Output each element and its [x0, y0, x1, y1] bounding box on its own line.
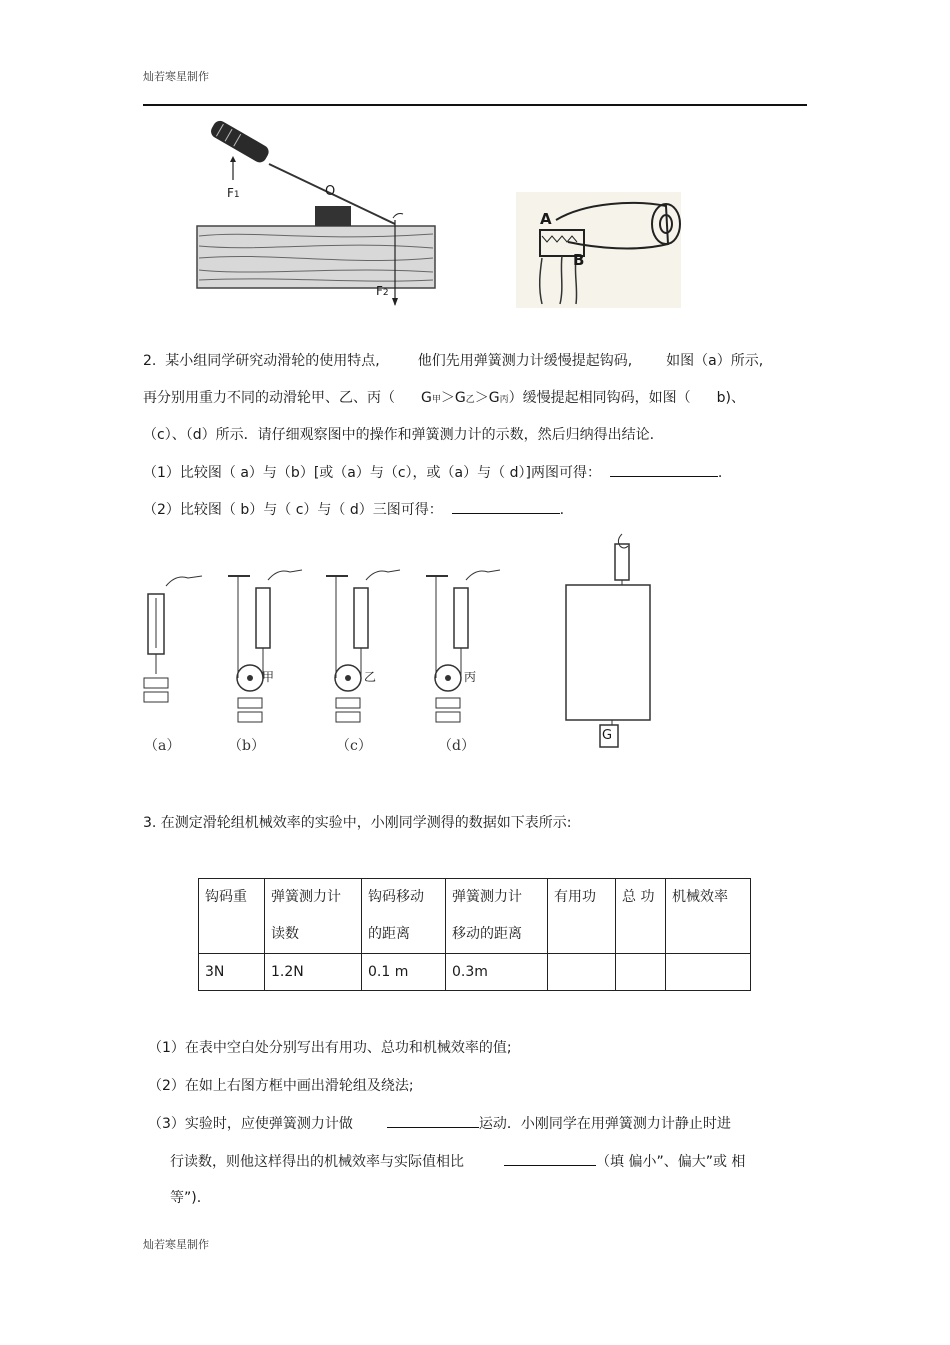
setup-a: [144, 576, 202, 702]
setup-c: [326, 570, 400, 722]
pulley-figure: [140, 528, 670, 756]
q2-line1: 2. 某小组同学研究动滑轮的使用特点, 他们先用弹簧测力计缓慢提起钩码, 如图（a）所示,: [143, 353, 764, 369]
lever-figure: [195, 120, 440, 310]
label-b: B: [573, 251, 585, 269]
caption-d: （d）: [438, 738, 475, 754]
pulley-label-yi: 乙: [364, 670, 377, 684]
header-cell: 弹簧测力计 移动的距离: [446, 879, 548, 954]
setup-d: [426, 570, 500, 722]
label-f1: F1: [227, 186, 240, 200]
label-a: A: [540, 210, 552, 228]
header-cell: 弹簧测力计 读数: [265, 879, 362, 954]
header-cell: 机械效率: [666, 879, 751, 954]
data-table: [198, 878, 751, 991]
table-header-row: [199, 879, 751, 954]
useful-work-cell[interactable]: [548, 954, 616, 991]
total-work-cell[interactable]: [616, 954, 666, 991]
q2-line3: （c）、（d）所示．请仔细观察图中的操作和弹簧测力计的示数，然后归纳得出结论.: [143, 427, 655, 443]
answer-blank-1[interactable]: [610, 462, 718, 477]
q3-item3-cont: 行读数，则他这样得出的机械效率与实际值相比 （填 偏小”、偏大”或 相: [170, 1151, 745, 1172]
q2-sub1: （1）比较图（ a）与（b）[或（a）与（c），或（a）与（ d）]两图可得： .: [143, 462, 722, 483]
pulley-label-jia: 甲: [262, 670, 275, 684]
q3-item3: （3）实验时，应使弹簧测力计做 运动．小刚同学在用弹簧测力计静止时进: [148, 1113, 731, 1134]
caption-a: （a）: [144, 738, 181, 754]
header-maker: 灿若寒星制作: [143, 70, 209, 83]
header-cell: 总 功: [616, 879, 666, 954]
setup-b: [228, 570, 302, 722]
header-rule: [143, 104, 807, 106]
q3-intro: 3. 在测定滑轮组机械效率的实验中，小刚同学测得的数据如下表所示:: [143, 815, 572, 831]
q2-line2: 再分别用重力不同的动滑轮甲、乙、丙（ G甲＞G乙＞G丙）缓慢提起相同钩码，如图（ b)、: [143, 390, 745, 406]
footer-maker: 灿若寒星制作: [143, 1238, 209, 1251]
table-cell: 1.2N: [265, 954, 362, 991]
table-cell: 0.3m: [446, 954, 548, 991]
box-weight-label: G: [602, 728, 613, 743]
table-cell: 3N: [199, 954, 265, 991]
q3-item2: （2）在如上右图方框中画出滑轮组及绕法;: [148, 1078, 414, 1094]
answer-blank-2[interactable]: [452, 499, 560, 514]
caption-b: （b）: [228, 738, 265, 754]
header-cell: 有用功: [548, 879, 616, 954]
label-o: O: [325, 184, 336, 199]
header-cell: 钩码重: [199, 879, 265, 954]
answer-blank-3[interactable]: [387, 1113, 479, 1128]
header-cell: 钩码移动 的距离: [362, 879, 446, 954]
q3-item1: （1）在表中空白处分别写出有用功、总功和机械效率的值;: [148, 1040, 512, 1056]
drawing-box: [566, 534, 650, 747]
q2-sub2: （2）比较图（ b）与（ c）与（ d）三图可得： .: [143, 499, 564, 520]
table-row: [199, 954, 751, 991]
q3-item3-end: 等”).: [170, 1190, 202, 1206]
table-cell: 0.1 m: [362, 954, 446, 991]
caption-c: （c）: [336, 738, 372, 754]
efficiency-cell[interactable]: [666, 954, 751, 991]
pulley-label-bing: 丙: [464, 670, 477, 684]
label-f2: F2: [376, 284, 389, 298]
answer-blank-4[interactable]: [504, 1151, 596, 1166]
